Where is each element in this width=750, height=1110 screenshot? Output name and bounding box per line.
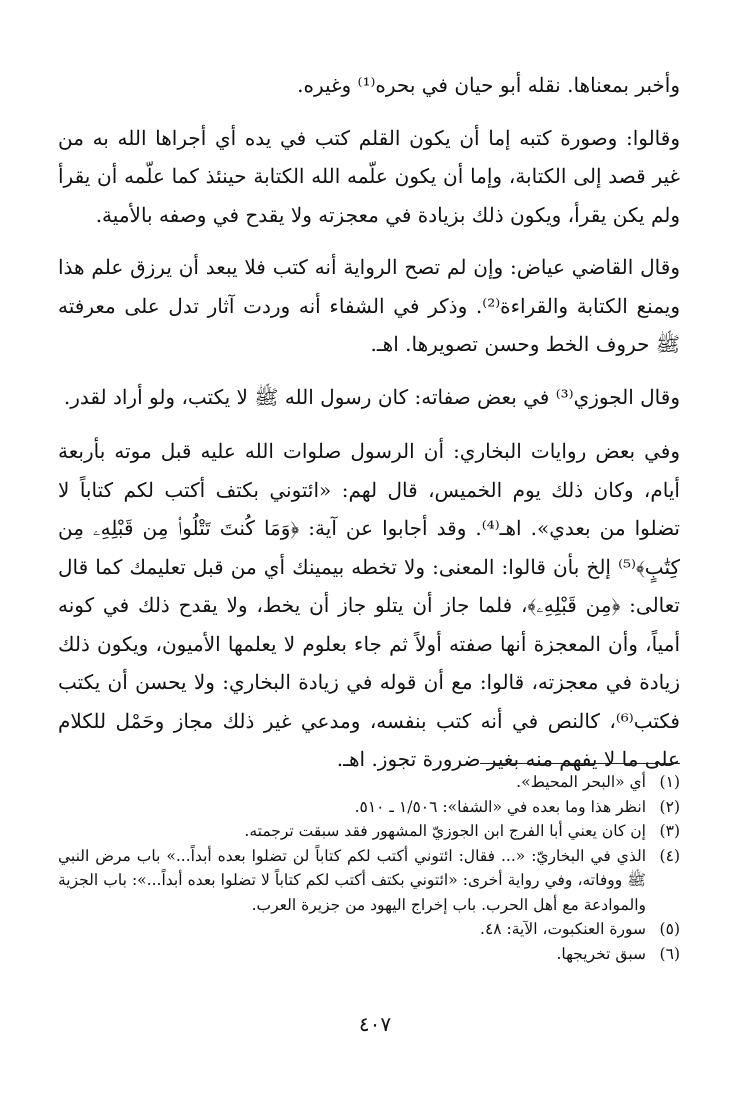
footnote-text: انظر هذا وما بعده في «الشفا»: ١/٥٠٦ ـ ٥١٠.	[354, 797, 646, 816]
paragraph-5: وفي بعض روايات البخاري: أن الرسول صلوات الله عليه قبل موته بأربعة أيام، وكان ذلك يوم الخميس، قال لهم: «ائتوني بكتف أكتب لكم كتاباً لا تضلوا من بعدي». اهـ⁽⁴⁾. وقد أجابوا عن آية: ﴿وَمَا كُنتَ تَتْلُوا۟ مِن قَبْلِهِۦ مِن كِتَٰبٍ﴾⁽⁵⁾ إلخ بأن قالوا: المعنى: ولا تخطه بيمينك أي من قبل تعليمك كما قال تعالى: ﴿مِن قَبْلِهِۦ﴾، فلما جاز أن يتلو جاز أن يخط، ولا يقدح ذلك في كونه أمياً، وأن المعجزة أنها صفته أولاً ثم جاء بعلوم لا يعلمها الأميون، ويكون ذلك زيادة في معجزته، قالوا: مع أن قوله في زيادة البخاري: ولا يحسن أن يكتب فكتب⁽⁶⁾، كالنص في أنه كتب بنفسه، ومدعي غير ذلك مجاز وحَمْل للكلام على ما لا يفهم منه بغير ضرورة تجوز. اهـ.	[58, 439, 680, 771]
footnote-number: (٥)	[659, 920, 680, 938]
paragraph-1: وأخبر بمعناها. نقله أبو حيان في بحره⁽¹⁾ وغيره.	[297, 73, 680, 97]
footnote-number: (١)	[659, 773, 680, 791]
paragraph-2: وقالوا: وصورة كتبه إما أن يكون القلم كتب في يده أي أجراها الله به من غير قصد إلى الكتابة، وإما أن يكون علّمه الله الكتابة حينئذ كما علّمه أن يقرأ ولم يكن يقرأ، ويكون ذلك بزيادة في معجزته ولا يقدح في وصفه بالأمية.	[58, 125, 680, 227]
footnote-number: (٦)	[659, 944, 680, 963]
footnote-4	[58, 844, 680, 918]
footnote-text: سورة العنكبوت، الآية: ٤٨.	[480, 920, 646, 938]
footnote-text: سبق تخريجها.	[556, 944, 646, 963]
footnote-number: (٢)	[659, 797, 680, 816]
page-number: ٤٠٧	[358, 1012, 392, 1036]
footnote-2	[58, 795, 680, 820]
footnote-1	[58, 770, 680, 795]
main-text	[58, 66, 680, 793]
footnote-6	[58, 942, 680, 967]
footnote-number: (٣)	[659, 822, 680, 840]
footnote-3	[58, 819, 680, 844]
footnote-separator	[480, 763, 680, 764]
footnote-text: إن كان يعني أبا الفرج ابن الجوزيّ المشهور فقد سبقت ترجمته.	[244, 822, 646, 840]
footnote-text: الذي في البخاريّ: «... فقال: ائتوني أكتب لكم كتاباً لن تضلوا بعده أبداً...» باب مرض النبي ﷺ ووفاته، وفي رواية أخرى: «ائتوني بكتف أكتب لكم كتاباً لا تضلوا بعده أبداً...»: باب الجزية والموادعة مع أهل الحرب. باب إخراج اليهود من جزيرة العرب.	[58, 846, 646, 914]
footnote-number: (٤)	[659, 846, 680, 865]
paragraph-4: وقال الجوزي⁽³⁾ في بعض صفاته: كان رسول الله ﷺ لا يكتب، ولو أراد لقدر.	[63, 384, 680, 409]
footnotes	[58, 770, 680, 966]
footnote-text: أي «البحر المحيط».	[516, 773, 646, 791]
paragraph-3: وقال القاضي عياض: وإن لم تصح الرواية أنه كتب فلا يبعد أن يرزق علم هذا ويمنع الكتابة والقراءة⁽²⁾. وذكر في الشفاء أنه وردت آثار تدل على معرفته ﷺ حروف الخط وحسن تصويرها. اهـ.	[58, 255, 680, 356]
footnote-5	[58, 917, 680, 942]
